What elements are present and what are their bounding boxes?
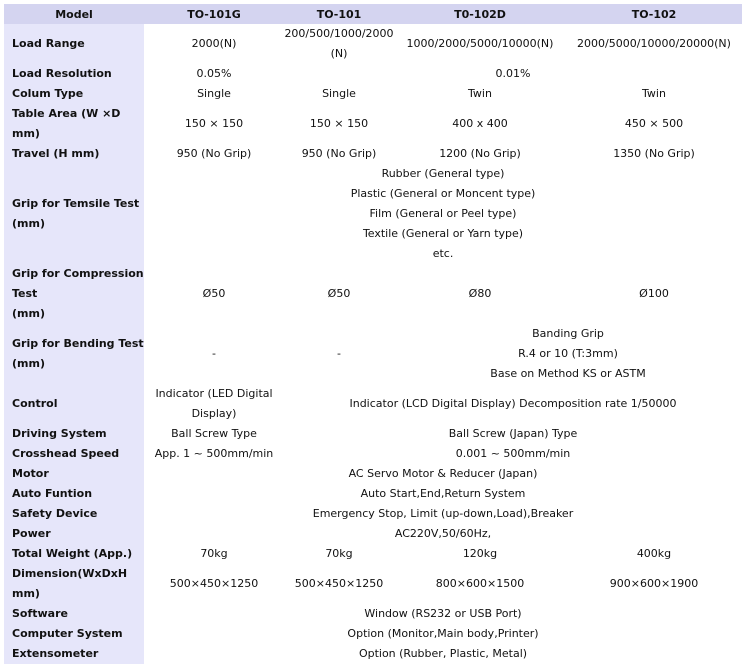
header-col-2: TO-101 — [284, 4, 394, 24]
label-power: Power — [4, 524, 144, 544]
dimension-1: 500×450×1250 — [144, 564, 284, 604]
grip-tensile-line: Plastic (General or Moncent type) — [350, 187, 536, 200]
total-weight-1: 70kg — [144, 544, 284, 564]
spec-table — [4, 4, 742, 664]
header-model: Model — [4, 4, 144, 24]
load-range-2: 200/500/1000/2000 (N) — [284, 24, 394, 64]
table-area-2: 150 × 150 — [284, 104, 394, 144]
dimension-4: 900×600×1900 — [566, 564, 742, 604]
header-col-4: TO-102 — [566, 4, 742, 24]
colum-type-2: Single — [284, 84, 394, 104]
grip-bending-line: Banding Grip — [532, 327, 604, 340]
row-load-resolution — [4, 64, 742, 84]
table-area-4: 450 × 500 — [566, 104, 742, 144]
grip-tensile-line: Film (General or Peel type) — [369, 207, 517, 220]
label-grip-tensile — [4, 164, 144, 264]
dimension-2: 500×450×1250 — [284, 564, 394, 604]
grip-bending-2: - — [284, 324, 394, 384]
crosshead-speed-1: App. 1 ~ 500mm/min — [144, 444, 284, 464]
grip-bending-1: - — [144, 324, 284, 384]
computer-system-value: Option (Monitor,Main body,Printer) — [144, 624, 742, 644]
label-load-range: Load Range — [4, 24, 144, 64]
header-col-1: TO-101G — [144, 4, 284, 24]
grip-bending-line: Base on Method KS or ASTM — [490, 367, 646, 380]
driving-system-2: Ball Screw (Japan) Type — [284, 424, 742, 444]
safety-device-value: Emergency Stop, Limit (up-down,Load),Breaker — [144, 504, 742, 524]
row-extensometer — [4, 644, 742, 664]
driving-system-1: Ball Screw Type — [144, 424, 284, 444]
grip-compression-4: Ø100 — [566, 264, 742, 324]
label-dimension: Dimension(WxDxH mm) — [4, 564, 144, 604]
row-computer-system — [4, 624, 742, 644]
load-resolution-1: 0.05% — [144, 64, 284, 84]
load-range-4: 2000/5000/10000/20000(N) — [566, 24, 742, 64]
label-motor: Motor — [4, 464, 144, 484]
label-grip-bending-line-2: (mm) — [12, 357, 45, 370]
label-grip-tensile-line-2: (mm) — [12, 217, 45, 230]
extensometer-value: Option (Rubber, Plastic, Metal) — [144, 644, 742, 664]
crosshead-speed-2: 0.001 ~ 500mm/min — [284, 444, 742, 464]
total-weight-2: 70kg — [284, 544, 394, 564]
label-control: Control — [4, 384, 144, 424]
row-crosshead-speed — [4, 444, 742, 464]
label-extensometer: Extensometer — [4, 644, 144, 664]
label-crosshead-speed: Crosshead Speed — [4, 444, 144, 464]
row-grip-bending — [4, 324, 742, 384]
row-total-weight — [4, 544, 742, 564]
label-grip-bending-line-1: Grip for Bending Test — [12, 337, 144, 350]
travel-2: 950 (No Grip) — [284, 144, 394, 164]
label-table-area: Table Area (W ×D mm) — [4, 104, 144, 144]
row-motor — [4, 464, 742, 484]
grip-tensile-line: etc. — [432, 247, 454, 260]
label-grip-compression-line-3: (mm) — [12, 307, 45, 320]
motor-value: AC Servo Motor & Reducer (Japan) — [144, 464, 742, 484]
grip-bending-line: R.4 or 10 (T:3mm) — [518, 347, 618, 360]
row-load-range — [4, 24, 742, 64]
label-colum-type: Colum Type — [4, 84, 144, 104]
grip-bending-value — [394, 324, 742, 384]
table-area-3: 400 x 400 — [394, 104, 566, 144]
label-total-weight: Total Weight (App.) — [4, 544, 144, 564]
auto-funtion-value: Auto Start,End,Return System — [144, 484, 742, 504]
row-grip-compression — [4, 264, 742, 324]
label-auto-funtion: Auto Funtion — [4, 484, 144, 504]
colum-type-3: Twin — [394, 84, 566, 104]
label-grip-bending — [4, 324, 144, 384]
label-safety-device: Safety Device — [4, 504, 144, 524]
row-software — [4, 604, 742, 624]
label-grip-compression-line-2: Test — [12, 287, 38, 300]
label-grip-compression — [4, 264, 144, 324]
colum-type-1: Single — [144, 84, 284, 104]
row-grip-tensile — [4, 164, 742, 264]
grip-compression-1: Ø50 — [144, 264, 284, 324]
header-row — [4, 4, 742, 24]
grip-tensile-value — [144, 164, 742, 264]
row-table-area — [4, 104, 742, 144]
label-load-resolution: Load Resolution — [4, 64, 144, 84]
label-grip-tensile-line-1: Grip for Temsile Test — [12, 197, 140, 210]
row-driving-system — [4, 424, 742, 444]
row-dimension — [4, 564, 742, 604]
label-driving-system: Driving System — [4, 424, 144, 444]
load-resolution-2: 0.01% — [284, 64, 742, 84]
software-value: Window (RS232 or USB Port) — [144, 604, 742, 624]
row-colum-type — [4, 84, 742, 104]
row-safety-device — [4, 504, 742, 524]
row-auto-funtion — [4, 484, 742, 504]
label-software: Software — [4, 604, 144, 624]
row-control — [4, 384, 742, 424]
grip-tensile-line: Textile (General or Yarn type) — [362, 227, 524, 240]
label-computer-system: Computer System — [4, 624, 144, 644]
table-area-1: 150 × 150 — [144, 104, 284, 144]
label-grip-compression-line-1: Grip for Compression — [12, 267, 144, 280]
load-range-3: 1000/2000/5000/10000(N) — [394, 24, 566, 64]
label-travel: Travel (H mm) — [4, 144, 144, 164]
grip-compression-3: Ø80 — [394, 264, 566, 324]
colum-type-4: Twin — [566, 84, 742, 104]
power-value: AC220V,50/60Hz, — [144, 524, 742, 544]
total-weight-4: 400kg — [566, 544, 742, 564]
travel-1: 950 (No Grip) — [144, 144, 284, 164]
header-col-3: T0-102D — [394, 4, 566, 24]
load-range-1: 2000(N) — [144, 24, 284, 64]
travel-3: 1200 (No Grip) — [394, 144, 566, 164]
row-travel — [4, 144, 742, 164]
dimension-3: 800×600×1500 — [394, 564, 566, 604]
grip-compression-2: Ø50 — [284, 264, 394, 324]
control-1: Indicator (LED Digital Display) — [144, 384, 284, 424]
grip-tensile-line: Rubber (General type) — [381, 167, 505, 180]
row-power — [4, 524, 742, 544]
total-weight-3: 120kg — [394, 544, 566, 564]
travel-4: 1350 (No Grip) — [566, 144, 742, 164]
control-2: Indicator (LCD Digital Display) Decomposition rate 1/50000 — [284, 384, 742, 424]
